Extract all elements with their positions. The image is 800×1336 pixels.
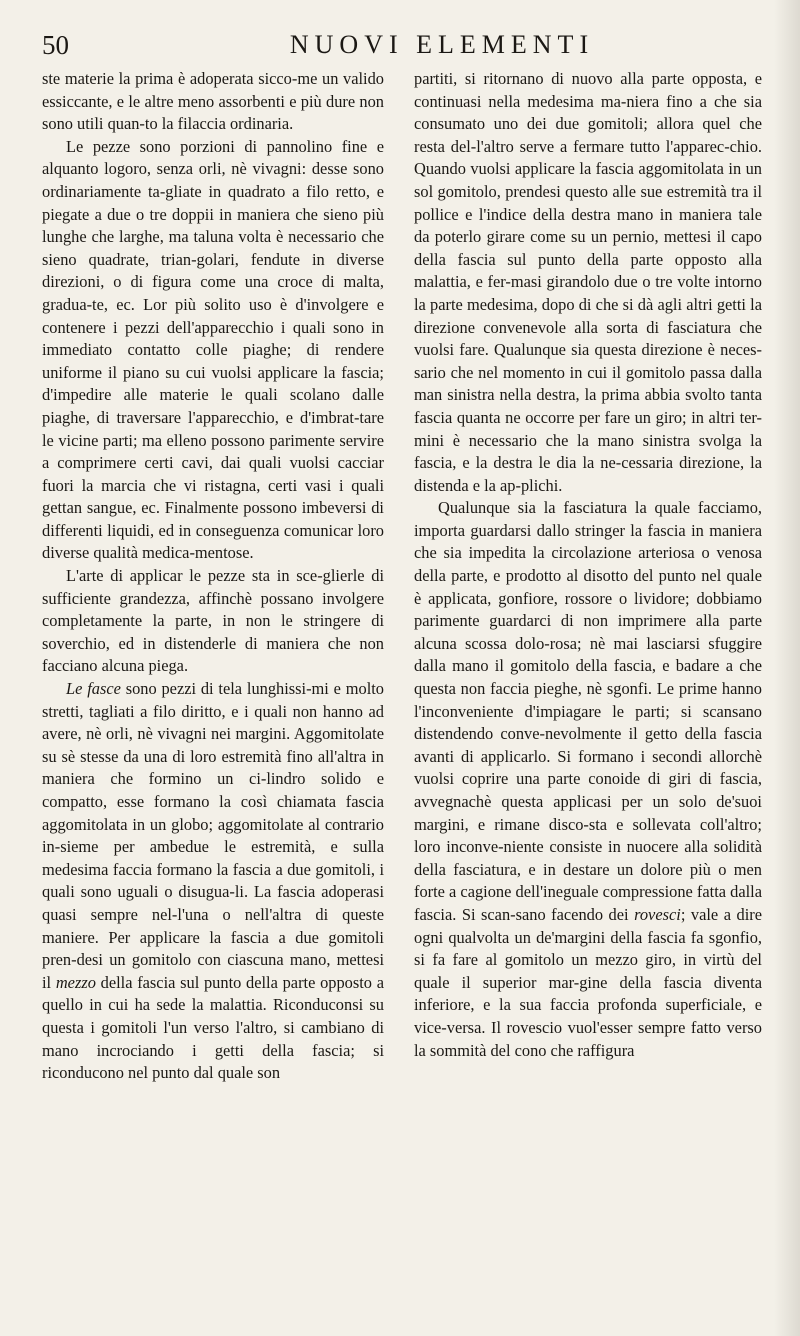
paragraph-gomitoli: partiti, si ritornano di nuovo alla parte opposta, e continuasi nella medesima ma-niera fino a che sia consumato uno dei due gomitoli; allora quel che resta del-l'altro serve a fermare tutto l'apparec-chio. Quando vuolsi applicare la fascia aggomitolata in un sol gomitolo, prendesi questo alle sue estremità tra il pollice e l'indice della destra mano in maniera tale da poterlo girare come su un pernio, mettesi il capo della fascia sul punto della parte opposto alla malattia, e fer-masi girandolo due o tre volte intorno la parte medesima, dopo di che si dà agli altri getti la direzione convenevole alla sorta di fasciatura che vuolsi fare. Qualunque sia questa direzione è neces-sario che nel momento in cui il gomitolo passa dalla man sinistra nella destra, la prima abbia svolto tanta fascia quanta ne occorre per fare un giro; in altri ter-mini è necessario che la mano sinistra svolga la fascia, e la destra le dia la ne-cessaria direzione, la distenda e la ap-plichi. <box>414 69 762 495</box>
paragraph-fasce-tail: della fascia sul punto della parte opposto a quello in cui ha sede la malattia. Riconduconsi su questa i gomitoli l'un verso l'altro, si cambiano di mano incrociando i getti della fascia; si riconducono nel punto dal quale son <box>42 972 384 1083</box>
paragraph-fasciatura <box>414 497 762 1062</box>
paragraph-fasce <box>42 678 384 1085</box>
paragraph-continuation: ste materie la prima è adoperata sicco-me un valido essiccante, e le altre meno assorbenti e più dure non sono utili quan-to la filaccia ordinaria. <box>42 69 384 134</box>
left-column <box>42 68 384 1085</box>
paragraph-pezze: Le pezze sono porzioni di pannolino fine e alquanto logoro, senza orli, nè vivagni: desse sono ordinariamente ta-gliate in quadrato a filo retto, e piegate a due o tre doppii in maniera che sieno più lunghe che larghe, ma taluna volta è necessario che sieno quadrate, trian-golari, fendute in diverse direzioni, o di figura come una croce di malta, gradua-te, ec. Lor più solito uso è d'involgere e contenere i pezzi dell'apparecchio i quali sono in immediato contatto colle piaghe; di rendere uniforme il piano su cui vuolsi applicare la fascia; d'impedire alle materie le quali scolano dalle piaghe, di traversare l'apparecchio, e d'imbrat-tare le vicine parti; ma elleno possono parimente servire a comprimere certi cavi, dai quali vuolsi cacciar fuori la marcia che vi ristagna, certi vasi i quali gettan sangue, ec. Finalmente possono imbeversi di differenti liquidi, ed in conseguenza comunicar loro diverse qualità medica-mentose. <box>42 136 384 563</box>
page-edge-shadow <box>774 0 800 1336</box>
running-title: NUOVI ELEMENTI <box>289 30 595 59</box>
right-column <box>414 68 762 1062</box>
paragraph-fasce-text: sono pezzi di tela lunghissi-mi e molto stretti, tagliati a filo diritto, e i quali non hanno ad avere, nè orli, nè vivagni nei margini. Aggomitolate su sè stesse da una di loro estremità fino all'altra in maniera che formino un ci-lindro solido e compatto, esse formano la così chiamata fascia aggomitolata in un globo; aggomitolate al contrario in-sieme per ambedue le estremità, e sulla medesima faccia formano la fascia a due gomitoli, i quali sono uguali o disugua-li. La fascia adoperasi quasi sempre nel-l'una o nell'altra di queste maniere. Per applicare la fascia a due gomitoli pren-desi un gomitolo con ciascuna mano, mettesi il <box>42 679 384 992</box>
paragraph-fasciatura-text: Qualunque sia la fasciatura la quale facciamo, importa guardarsi dallo stringer la fascia in maniera che sia impedita la circolazione arteriosa o venosa della parte, e prodotto al disotto del punto nel quale è applicata, gonfiore, rossore o lividore; dobbiamo parimente guardarci di non imprimere alla parte alcuna scossa dolo-rosa; nè mai lasciarsi sfuggire dalla mano il gomitolo della fascia, e badare a che questa non faccia pieghe, nè sgonfi. Le prime hanno l'inconveniente d'impiagare le parti; si scansano distendendo conve-nevolmente il getto della fascia avanti di applicarlo. Si formano i secondi allorchè vuolsi coprire una parte conoide di giri di fascia, avvegnachè questa applicasi per un solo de'suoi margini, e rimane disco-sta e sollevata coll'altro; loro inconve-niente consiste in nuocere alla solidità della fasciatura, e in destare un dolore più o men forte a cagione dell'ineguale compressione fatta dalla fascia. Si scan-sano facendo dei <box>414 498 762 924</box>
term-mezzo: mezzo <box>55 972 96 992</box>
paragraph-fasciatura-tail: ; vale a dire ogni qualvolta un de'margini della fascia fa sgonfio, si fa fare al gomitolo un mezzo giro, in virtù del quale il superior mar-gine della fascia diventa inferiore, e la sua faccia profonda superficiale, e vice-versa. Il rovescio vuol'esser sempre fatto verso la sommità del cono che raffigura <box>414 904 762 1060</box>
page-number: 50 <box>42 30 69 60</box>
page-header <box>42 28 772 68</box>
term-fasce: Le fasce <box>66 679 121 699</box>
term-rovesci: rovesci <box>634 904 681 924</box>
paragraph-arte-pezze: L'arte di applicar le pezze sta in sce-glierle di sufficiente grandezza, affinchè possano involgere completamente la parte, in non le stringere di soverchio, ed in distenderle di maniera che non facciano alcuna piega. <box>42 566 384 676</box>
